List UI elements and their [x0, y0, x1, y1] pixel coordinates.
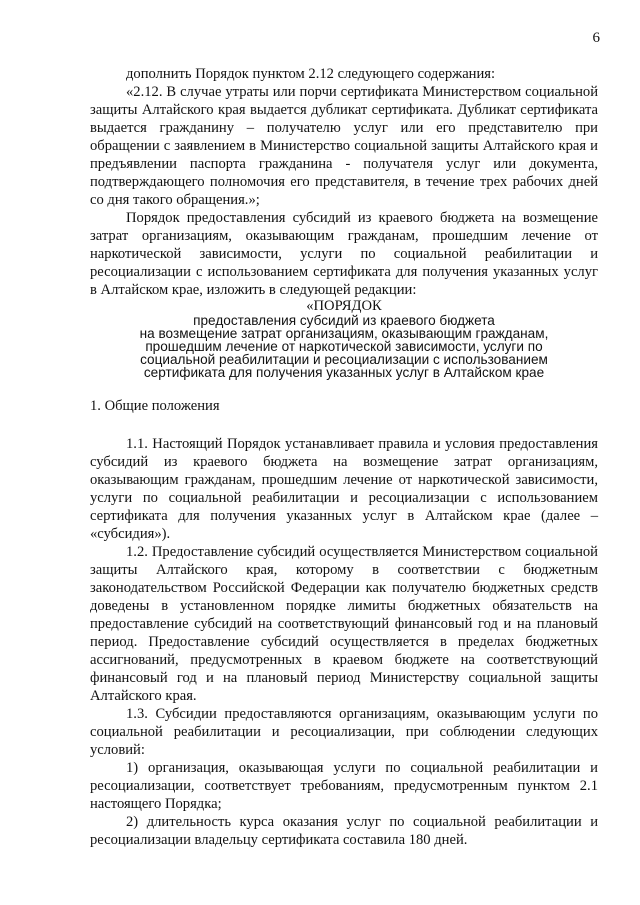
order-heading-line: социальной реабилитации и ресоциализации с использованием [140, 352, 548, 367]
paragraph-1-3: 1.3. Субсидии предоставляются организациям, оказывающим услуги по социальной реабилитации и ресоциализации, при соблюдении следующих условий: [90, 706, 598, 758]
paragraph-1-1: 1.1. Настоящий Порядок устанавливает правила и условия предоставления субсидий из краевого бюджета на возмещение затрат организациям, оказывающим гражданам, прошедшим лечение от наркотической зависимости, услуги по социальной реабилитации и ресоциализации с использованием сертификата для получения указанных услуг в Алтайском крае (далее – «субсидия»). [90, 436, 598, 542]
document-body [90, 65, 598, 849]
paragraph-intro: дополнить Порядок пунктом 2.12 следующего содержания: [126, 66, 496, 82]
order-heading [90, 299, 598, 379]
paragraph-order-edit: Порядок предоставления субсидий из краевого бюджета на возмещение затрат организациям, оказывающим гражданам, прошедшим лечение от наркотической зависимости, услуги по социальной реабилитации и ресоциализации с использованием сертификата для получения указанных услуг в Алтайском крае, изложить в следующей редакции: [90, 210, 598, 298]
order-heading-word: «ПОРЯДОК [306, 298, 382, 314]
paragraph-point-2-12: «2.12. В случае утраты или порчи сертификата Министерством социальной защиты Алтайского края выдается дубликат сертификата. Дубликат сертификата выдается гражданину – получателю услуг или его представителю при обращении с заявлением в Министерство социальной защиты Алтайского края и предъявлении паспорта гражданина - получателя услуг или документа, подтверждающего полномочия его представителя, в течение трех рабочих дней со дня такого обращения.»; [90, 84, 598, 208]
order-heading-line: на возмещение затрат организациям, оказывающим гражданам, [139, 326, 549, 341]
order-heading-line: сертификата для получения указанных услуг в Алтайском крае [143, 365, 545, 380]
order-heading-line: прошедшим лечение от наркотической зависимости, услуги по [145, 339, 543, 354]
paragraph-1-2: 1.2. Предоставление субсидий осуществляется Министерством социальной защиты Алтайского края, которому в соответствии с бюджетным законодательством Российской Федерации как получателю бюджетных средств доведены в установленном порядке лимиты бюджетных обязательств на предоставление субсидий на соответствующий финансовый год и на плановый период. Предоставление субсидий осуществляется в пределах бюджетных ассигнований, предусмотренных в краевом бюджете на соответствующий финансовый год и на плановый период Министерству социальной защиты Алтайского края. [90, 544, 598, 704]
page-number: 6 [592, 30, 600, 46]
section-title: 1. Общие положения [90, 398, 220, 414]
paragraph-condition-1: 1) организация, оказывающая услуги по социальной реабилитации и ресоциализации, соответствует требованиям, предусмотренным пунктом 2.1 настоящего Порядка; [90, 760, 598, 812]
order-heading-line: предоставления субсидий из краевого бюджета [193, 313, 495, 328]
paragraph-condition-2: 2) длительность курса оказания услуг по социальной реабилитации и ресоциализации владельцу сертификата составила 180 дней. [90, 814, 598, 848]
